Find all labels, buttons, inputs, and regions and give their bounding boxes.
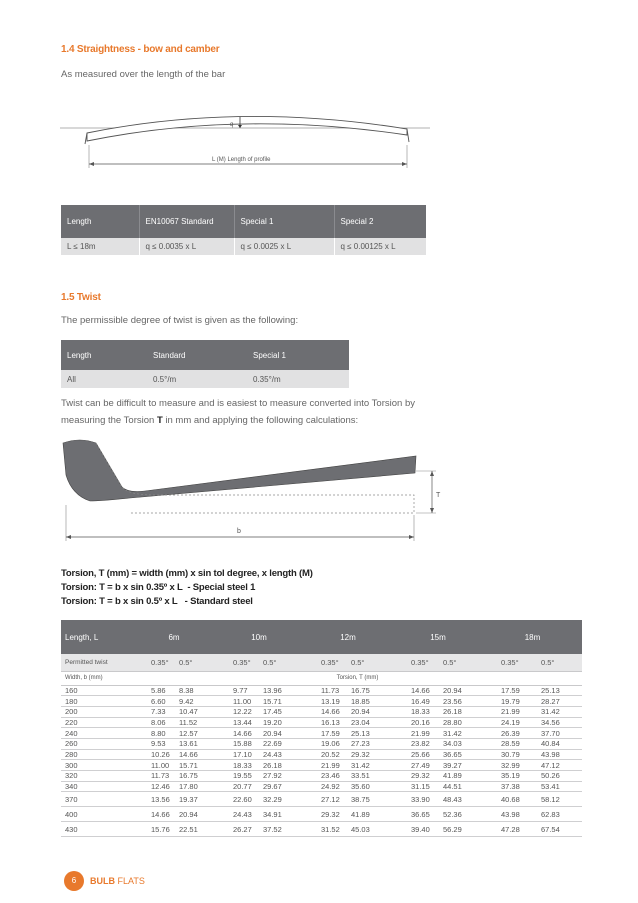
- torsion-cell: 8.38: [175, 685, 215, 696]
- torsion-cell: 15.71: [175, 760, 215, 771]
- col-header-special2: Special 2: [334, 205, 426, 238]
- torsion-cell: 20.16: [393, 717, 439, 728]
- torsion-cell: 14.66: [175, 749, 215, 760]
- torsion-cell: 14.66: [215, 728, 259, 739]
- twist-paragraph-line1: Twist can be difficult to measure and is easiest to measure converted into Torsion by: [61, 398, 415, 409]
- twist-value-cell: 0.5°: [175, 654, 215, 671]
- table-row: [61, 771, 582, 782]
- torsion-cell: 38.75: [347, 792, 393, 807]
- torsion-cell: 19.55: [215, 771, 259, 782]
- torsion-cell: 15.76: [133, 822, 175, 837]
- torsion-cell: 28.27: [537, 696, 582, 707]
- footer-brand: BULB FLATS: [90, 876, 145, 886]
- t-label: T: [436, 492, 441, 499]
- torsion-cell: 5.86: [133, 685, 175, 696]
- torsion-cell: 19.20: [259, 717, 303, 728]
- cell-length: All: [61, 370, 147, 388]
- twist-value-cell: 0.5°: [537, 654, 582, 671]
- torsion-cell: 23.46: [303, 771, 347, 782]
- torsion-cell: 8.80: [133, 728, 175, 739]
- twist-value-cell: 0.35°: [215, 654, 259, 671]
- length-15m: 15m: [393, 620, 483, 654]
- torsion-cell: 16.49: [393, 696, 439, 707]
- torsion-cell: 21.99: [393, 728, 439, 739]
- col-header-length: Length: [61, 340, 147, 370]
- cell-special1: 0.35°/m: [247, 370, 349, 388]
- col-header-standard: Standard: [147, 340, 247, 370]
- width-cell: 200: [61, 706, 133, 717]
- torsion-cell: 14.66: [393, 685, 439, 696]
- torsion-cell: 11.00: [215, 696, 259, 707]
- width-cell: 260: [61, 738, 133, 749]
- cell-special2: q ≤ 0.00125 x L: [334, 238, 426, 255]
- torsion-cell: 28.80: [439, 717, 483, 728]
- twist-diagram: [60, 435, 450, 550]
- section-subtitle-straightness: As measured over the length of the bar: [61, 69, 226, 80]
- torsion-cell: 17.10: [215, 749, 259, 760]
- torsion-cell: 9.53: [133, 738, 175, 749]
- torsion-cell: 15.71: [259, 696, 303, 707]
- torsion-cell: 24.43: [215, 807, 259, 822]
- torsion-cell: 23.82: [393, 738, 439, 749]
- torsion-cell: 11.00: [133, 760, 175, 771]
- torsion-formulas: [61, 567, 313, 609]
- table-row: [61, 822, 582, 837]
- torsion-cell: 13.44: [215, 717, 259, 728]
- table-row: [61, 792, 582, 807]
- torsion-cell: 56.29: [439, 822, 483, 837]
- torsion-cell: 27.12: [303, 792, 347, 807]
- col-header-length: Length: [61, 205, 139, 238]
- torsion-cell: 33.51: [347, 771, 393, 782]
- width-cell: 160: [61, 685, 133, 696]
- width-cell: 340: [61, 781, 133, 792]
- torsion-cell: 52.36: [439, 807, 483, 822]
- torsion-cell: 12.22: [215, 706, 259, 717]
- torsion-cell: 18.33: [215, 760, 259, 771]
- torsion-cell: 19.37: [175, 792, 215, 807]
- cell-standard: q ≤ 0.0035 x L: [139, 238, 234, 255]
- torsion-cell: 15.88: [215, 738, 259, 749]
- torsion-cell: 35.19: [483, 771, 537, 782]
- length-header: Length, L: [61, 620, 133, 654]
- table-row: [61, 781, 582, 792]
- torsion-cell: 27.49: [393, 760, 439, 771]
- torsion-cell: 22.51: [175, 822, 215, 837]
- table-row: [61, 749, 582, 760]
- width-row: [61, 671, 582, 685]
- torsion-cell: 41.89: [439, 771, 483, 782]
- torsion-cell: 37.38: [483, 781, 537, 792]
- torsion-cell: 13.56: [133, 792, 175, 807]
- torsion-cell: 29.32: [303, 807, 347, 822]
- torsion-cell: 21.99: [483, 706, 537, 717]
- torsion-cell: 6.60: [133, 696, 175, 707]
- torsion-cell: 23.56: [439, 696, 483, 707]
- torsion-cell: 29.32: [347, 749, 393, 760]
- torsion-cell: 16.75: [175, 771, 215, 782]
- torsion-cell: 37.70: [537, 728, 582, 739]
- torsion-cell: 13.61: [175, 738, 215, 749]
- torsion-cell: 12.57: [175, 728, 215, 739]
- twist-value-cell: 0.35°: [303, 654, 347, 671]
- torsion-cell: 11.73: [303, 685, 347, 696]
- torsion-cell: 33.90: [393, 792, 439, 807]
- torsion-cell: 14.66: [303, 706, 347, 717]
- width-cell: 240: [61, 728, 133, 739]
- torsion-cell: 28.59: [483, 738, 537, 749]
- torsion-cell: 31.42: [439, 728, 483, 739]
- torsion-cell: 16.13: [303, 717, 347, 728]
- twist-table: [61, 340, 349, 388]
- torsion-cell: 26.27: [215, 822, 259, 837]
- torsion-cell: 36.65: [439, 749, 483, 760]
- twist-value-cell: 0.5°: [347, 654, 393, 671]
- torsion-cell: 31.15: [393, 781, 439, 792]
- cell-length: L ≤ 18m: [61, 238, 139, 255]
- torsion-cell: 20.94: [175, 807, 215, 822]
- torsion-cell: 25.13: [537, 685, 582, 696]
- torsion-cell: 22.60: [215, 792, 259, 807]
- torsion-cell: 20.94: [347, 706, 393, 717]
- permitted-twist-row: [61, 654, 582, 671]
- torsion-cell: 29.67: [259, 781, 303, 792]
- torsion-cell: 32.99: [483, 760, 537, 771]
- torsion-cell: 27.92: [259, 771, 303, 782]
- col-header-special1: Special 1: [247, 340, 349, 370]
- bowed-bar-shape: [87, 116, 407, 141]
- torsion-cell: 17.80: [175, 781, 215, 792]
- torsion-cell: 58.12: [537, 792, 582, 807]
- twist-paragraph-line2: measuring the Torsion T in mm and applying the following calculations:: [61, 415, 359, 426]
- twist-paragraph: [61, 395, 421, 429]
- torsion-cell: 30.79: [483, 749, 537, 760]
- torsion-cell: 21.99: [303, 760, 347, 771]
- torsion-cell: 18.85: [347, 696, 393, 707]
- torsion-cell: 17.59: [483, 685, 537, 696]
- col-header-special1: Special 1: [234, 205, 334, 238]
- width-cell: 430: [61, 822, 133, 837]
- torsion-cell: 53.41: [537, 781, 582, 792]
- torsion-cell: 13.19: [303, 696, 347, 707]
- torsion-cell: 20.52: [303, 749, 347, 760]
- torsion-cell: 44.51: [439, 781, 483, 792]
- cell-special1: q ≤ 0.0025 x L: [234, 238, 334, 255]
- section-title-twist: 1.5 Twist: [61, 292, 101, 303]
- length-18m: 18m: [483, 620, 582, 654]
- torsion-table: [61, 620, 582, 837]
- length-label: L (M) Length of profile: [212, 157, 271, 163]
- torsion-cell: 31.42: [347, 760, 393, 771]
- torsion-cell: 26.18: [259, 760, 303, 771]
- torsion-cell: 47.28: [483, 822, 537, 837]
- table-row: [61, 717, 582, 728]
- torsion-cell: 40.68: [483, 792, 537, 807]
- torsion-cell: 7.33: [133, 706, 175, 717]
- torsion-cell: 10.26: [133, 749, 175, 760]
- torsion-cell: 40.84: [537, 738, 582, 749]
- torsion-cell: 39.27: [439, 760, 483, 771]
- torsion-cell: 8.06: [133, 717, 175, 728]
- width-cell: 370: [61, 792, 133, 807]
- torsion-cell: 18.33: [393, 706, 439, 717]
- torsion-cell: 29.32: [393, 771, 439, 782]
- torsion-cell: 17.45: [259, 706, 303, 717]
- torsion-cell: 26.18: [439, 706, 483, 717]
- torsion-cell: 24.19: [483, 717, 537, 728]
- torsion-cell: 43.98: [537, 749, 582, 760]
- cell-standard: 0.5°/m: [147, 370, 247, 388]
- width-cell: 280: [61, 749, 133, 760]
- torsion-cell: 31.52: [303, 822, 347, 837]
- torsion-cell: 25.66: [393, 749, 439, 760]
- torsion-label: Torsion, T (mm): [133, 671, 582, 685]
- torsion-cell: 23.04: [347, 717, 393, 728]
- twist-value-cell: 0.35°: [133, 654, 175, 671]
- torsion-cell: 47.12: [537, 760, 582, 771]
- torsion-cell: 24.92: [303, 781, 347, 792]
- torsion-cell: 41.89: [347, 807, 393, 822]
- twist-value-cell: 0.35°: [393, 654, 439, 671]
- length-6m: 6m: [133, 620, 215, 654]
- table-row: [61, 760, 582, 771]
- torsion-cell: 45.03: [347, 822, 393, 837]
- width-cell: 220: [61, 717, 133, 728]
- formula-standard: Torsion: T = b x sin 0.5º x L - Standard steel: [61, 596, 253, 607]
- table-row: [61, 807, 582, 822]
- torsion-cell: 11.52: [175, 717, 215, 728]
- width-cell: 180: [61, 696, 133, 707]
- col-header-standard: EN10067 Standard: [139, 205, 234, 238]
- torsion-cell: 14.66: [133, 807, 175, 822]
- torsion-cell: 36.65: [393, 807, 439, 822]
- straightness-table: [61, 205, 426, 255]
- width-cell: 400: [61, 807, 133, 822]
- q-label: q: [230, 122, 234, 128]
- width-cell: 300: [61, 760, 133, 771]
- twist-value-cell: 0.5°: [259, 654, 303, 671]
- twist-value-cell: 0.35°: [483, 654, 537, 671]
- torsion-cell: 19.06: [303, 738, 347, 749]
- torsion-cell: 20.94: [259, 728, 303, 739]
- torsion-cell: 43.98: [483, 807, 537, 822]
- section-title-straightness: 1.4 Straightness - bow and camber: [61, 44, 220, 55]
- permitted-twist-label: Permitted twist: [61, 654, 133, 671]
- table-row: [61, 706, 582, 717]
- torsion-cell: 20.77: [215, 781, 259, 792]
- table-row: [61, 738, 582, 749]
- torsion-cell: 34.56: [537, 717, 582, 728]
- torsion-cell: 26.39: [483, 728, 537, 739]
- torsion-cell: 34.91: [259, 807, 303, 822]
- torsion-cell: 22.69: [259, 738, 303, 749]
- torsion-cell: 35.60: [347, 781, 393, 792]
- page-number-badge: 6: [64, 871, 84, 891]
- torsion-cell: 10.47: [175, 706, 215, 717]
- torsion-cell: 20.94: [439, 685, 483, 696]
- torsion-cell: 37.52: [259, 822, 303, 837]
- torsion-cell: 17.59: [303, 728, 347, 739]
- section-intro-twist: The permissible degree of twist is given as the following:: [61, 315, 299, 326]
- bulb-flat-profile: [63, 440, 416, 501]
- torsion-cell: 32.29: [259, 792, 303, 807]
- torsion-cell: 9.77: [215, 685, 259, 696]
- torsion-cell: 19.79: [483, 696, 537, 707]
- torsion-cell: 13.96: [259, 685, 303, 696]
- torsion-cell: 11.73: [133, 771, 175, 782]
- b-label: b: [237, 528, 241, 535]
- table-row: [61, 685, 582, 696]
- formula-general: Torsion, T (mm) = width (mm) x sin tol degree, x length (M): [61, 568, 313, 579]
- formula-special: Torsion: T = b x sin 0.35º x L - Special steel 1: [61, 582, 256, 593]
- torsion-cell: 12.46: [133, 781, 175, 792]
- torsion-cell: 27.23: [347, 738, 393, 749]
- torsion-cell: 25.13: [347, 728, 393, 739]
- length-10m: 10m: [215, 620, 303, 654]
- twist-value-cell: 0.5°: [439, 654, 483, 671]
- table-row: [61, 728, 582, 739]
- torsion-cell: 50.26: [537, 771, 582, 782]
- width-label: Width, b (mm): [61, 671, 133, 685]
- torsion-cell: 31.42: [537, 706, 582, 717]
- torsion-cell: 24.43: [259, 749, 303, 760]
- torsion-cell: 62.83: [537, 807, 582, 822]
- torsion-cell: 48.43: [439, 792, 483, 807]
- torsion-cell: 39.40: [393, 822, 439, 837]
- table-row: [61, 696, 582, 707]
- length-12m: 12m: [303, 620, 393, 654]
- torsion-cell: 9.42: [175, 696, 215, 707]
- torsion-cell: 67.54: [537, 822, 582, 837]
- width-cell: 320: [61, 771, 133, 782]
- torsion-cell: 16.75: [347, 685, 393, 696]
- bow-camber-diagram: [60, 100, 440, 180]
- torsion-cell: 34.03: [439, 738, 483, 749]
